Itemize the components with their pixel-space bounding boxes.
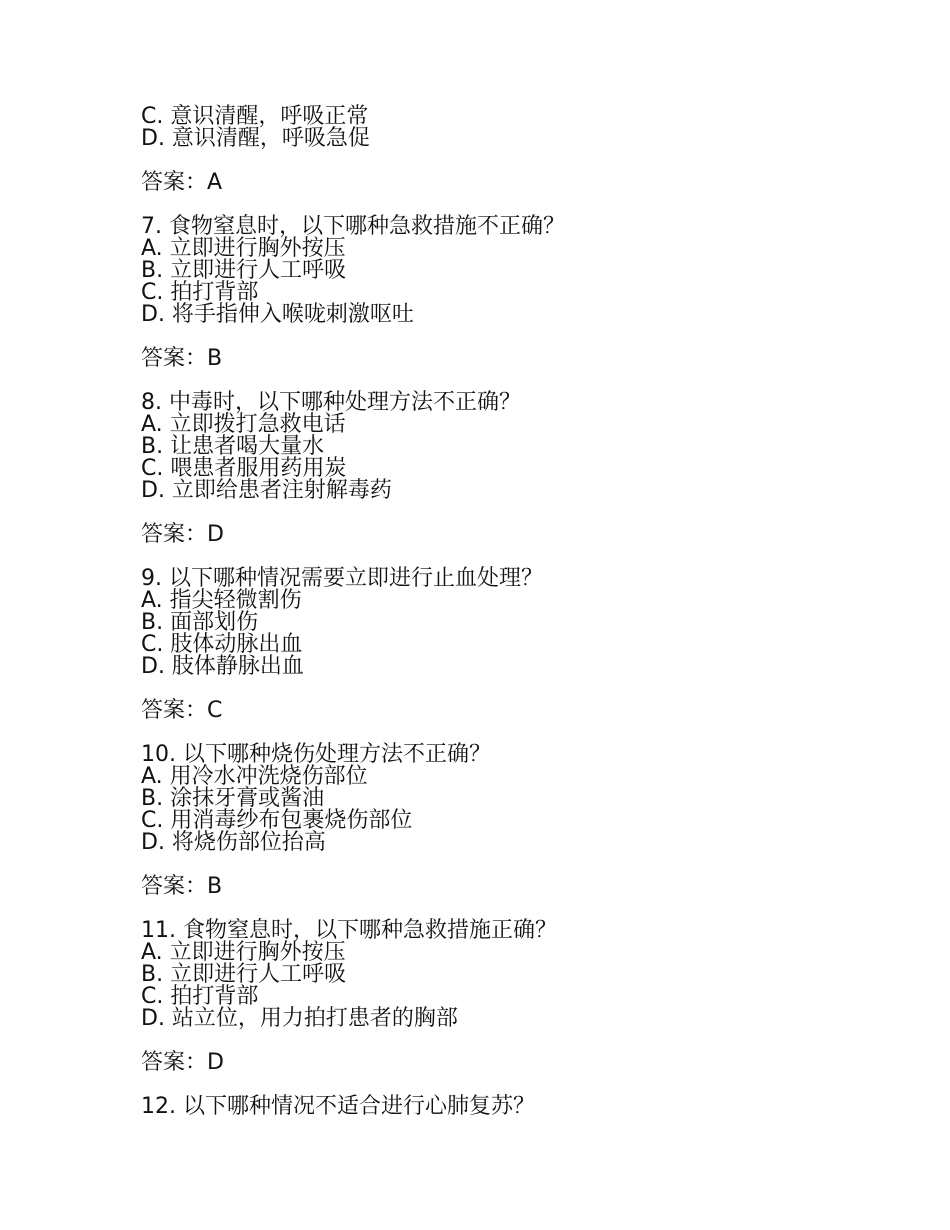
answer-line: 答案：D — [141, 522, 224, 547]
question-line: 7. 食物窒息时，以下哪种急救措施不正确？ — [141, 214, 565, 239]
option-line: D. 意识清醒，呼吸急促 — [141, 126, 370, 151]
question-line: 9. 以下哪种情况需要立即进行止血处理？ — [141, 566, 543, 591]
option-line: B. 立即进行人工呼吸 — [141, 962, 347, 987]
option-line: C. 喂患者服用药用炭 — [141, 456, 347, 481]
option-line: D. 肢体静脉出血 — [141, 654, 304, 679]
option-line: D. 将手指伸入喉咙刺激呕吐 — [141, 302, 414, 327]
answer-line: 答案：A — [141, 170, 223, 195]
quiz-content — [141, 106, 861, 1118]
question-line: 10. 以下哪种烧伤处理方法不正确？ — [141, 742, 491, 767]
option-line: B. 涂抹牙膏或酱油 — [141, 786, 325, 811]
option-line: D. 立即给患者注射解毒药 — [141, 478, 392, 503]
question-line: 12. 以下哪种情况不适合进行心肺复苏？ — [141, 1094, 535, 1119]
option-line: A. 立即进行胸外按压 — [141, 940, 346, 965]
option-line: A. 指尖轻微割伤 — [141, 588, 302, 613]
option-line: A. 用冷水冲洗烧伤部位 — [141, 764, 368, 789]
option-line: B. 让患者喝大量水 — [141, 434, 325, 459]
option-line: A. 立即进行胸外按压 — [141, 236, 346, 261]
answer-line: 答案：D — [141, 1050, 224, 1075]
question-line: 11. 食物窒息时，以下哪种急救措施正确？ — [141, 918, 557, 943]
option-line: D. 将烧伤部位抬高 — [141, 830, 326, 855]
option-line: C. 拍打背部 — [141, 280, 259, 305]
answer-line: 答案：C — [141, 698, 223, 723]
answer-line: 答案：B — [141, 874, 223, 899]
option-line: C. 肢体动脉出血 — [141, 632, 303, 657]
option-line: C. 拍打背部 — [141, 984, 259, 1009]
option-line: C. 用消毒纱布包裹烧伤部位 — [141, 808, 413, 833]
option-line: A. 立即拨打急救电话 — [141, 412, 346, 437]
option-line: C. 意识清醒，呼吸正常 — [141, 104, 369, 129]
option-line: D. 站立位，用力拍打患者的胸部 — [141, 1006, 458, 1031]
answer-line: 答案：B — [141, 346, 223, 371]
option-line: B. 立即进行人工呼吸 — [141, 258, 347, 283]
question-line: 8. 中毒时，以下哪种处理方法不正确？ — [141, 390, 521, 415]
option-line: B. 面部划伤 — [141, 610, 259, 635]
